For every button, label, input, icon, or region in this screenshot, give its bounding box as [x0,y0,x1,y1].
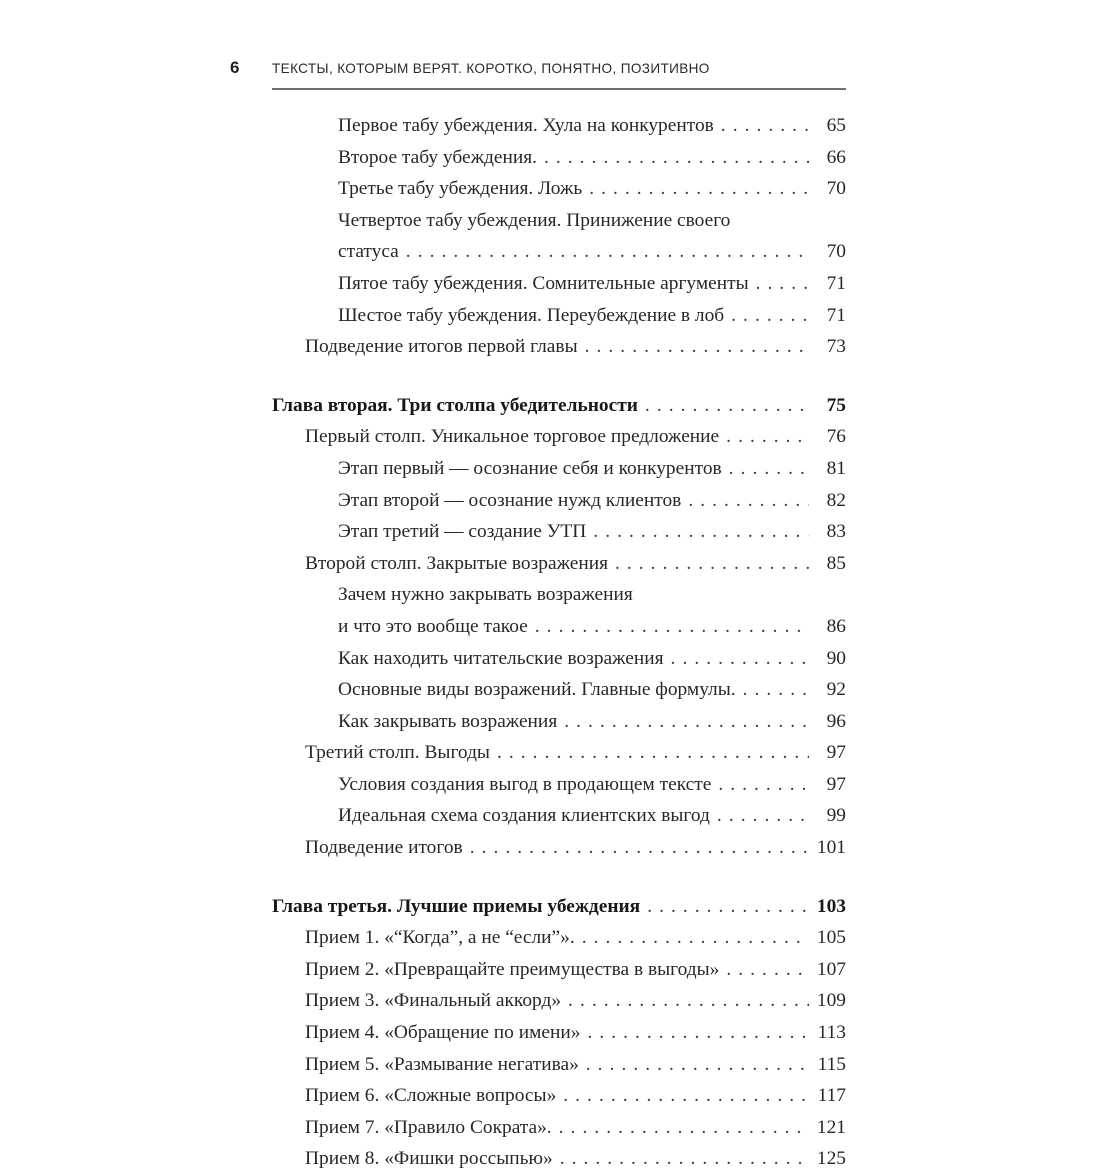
toc-entry-title: Первое табу убеждения. Хула на конкурентов [338,115,714,136]
toc-dot-leader [721,122,809,141]
toc-entry-title: Первый столп. Уникальное торговое предложение [305,426,720,448]
toc-entry-title: Прием 6. «Сложные вопросы» [305,1085,557,1107]
toc-entry-title: Прием 2. «Превращайте преимущества в выгоды» [305,958,720,980]
toc-entry-title: Прием 7. «Правило Сократа». [305,1116,552,1138]
toc-entry[interactable] [305,1143,846,1175]
toc-entry-page-number: 96 [826,710,846,732]
toc-dot-leader [563,1092,809,1111]
toc-entry[interactable] [305,832,846,864]
toc-entry-title: Как находить читательские возражения [338,647,664,669]
toc-dot-leader [589,185,809,204]
toc-entry-title: Третье табу убеждения. Ложь [338,178,583,200]
toc-entry-page-number: 101 [816,837,846,859]
toc-dot-leader [406,249,809,268]
toc-entry-page-number: 71 [826,304,846,326]
toc-entry[interactable] [305,737,846,769]
toc-dot-leader [568,998,809,1017]
toc-entry[interactable] [305,922,846,954]
toc-entry[interactable] [338,706,846,738]
toc-entry[interactable] [272,390,846,422]
toc-entry-title: Условия создания выгод в продающем тексте [338,773,712,795]
toc-entry[interactable] [305,548,846,580]
toc-entry[interactable] [305,1112,846,1144]
toc-entry[interactable] [305,1049,846,1081]
toc-dot-leader [671,655,809,674]
toc-dot-leader [585,343,809,362]
toc-dot-leader [726,434,809,453]
toc-entry-title: Этап третий — создание УТП [338,521,587,543]
toc-entry-page-number: 97 [826,773,846,795]
toc-entry[interactable] [305,954,846,986]
toc-entry[interactable] [305,985,846,1017]
toc-entry-title: Подведение итогов первой главы [305,336,578,358]
toc-entry-page-number: 103 [816,895,846,917]
toc-entry-title: Основные виды возражений. Главные формулы. [338,679,736,701]
toc-entry-page-number: 82 [826,489,846,511]
toc-entry-page-number: 115 [817,1053,846,1075]
toc-entry[interactable] [338,268,846,300]
section-spacer [272,363,846,390]
toc-entry-title: Шестое табу убеждения. Переубеждение в лоб [338,304,725,326]
toc-dot-leader [564,718,809,737]
toc-dot-leader [593,528,809,547]
toc-dot-leader [559,1124,809,1143]
toc-entry[interactable] [338,674,846,706]
toc-dot-leader [582,934,809,953]
running-head-title: ТЕКСТЫ, КОТОРЫМ ВЕРЯТ. КОРОТКО, ПОНЯТНО, ПОЗИТИВНО [272,61,710,76]
toc-entry-page-number: 97 [826,742,846,764]
toc-entry-page-number: 85 [826,552,846,574]
toc-entry-page-number: 90 [826,647,846,669]
toc-entry-page-number: 76 [826,426,846,448]
toc-dot-leader [586,1061,809,1080]
toc-entry[interactable] [338,611,846,643]
toc-entry-page-number: 107 [816,958,846,980]
toc-entry-page-number: 117 [817,1085,846,1107]
toc-entry-page-number: 66 [826,146,846,168]
table-of-contents [272,110,846,1175]
toc-entry-title: Как закрывать возражения [338,710,558,732]
toc-entry-title: статуса [338,241,399,263]
toc-entry-title: Второе табу убеждения. [338,146,537,168]
toc-entry[interactable] [338,173,846,205]
toc-entry-page-number: 70 [826,241,846,263]
toc-dot-leader [688,497,809,516]
toc-entry-title: Прием 4. «Обращение по имени» [305,1022,581,1044]
header-rule-divider [272,88,846,90]
toc-dot-leader [535,623,809,642]
toc-dot-leader [743,686,809,705]
toc-entry[interactable] [338,142,846,174]
toc-entry-title-line1: Четвертое табу убеждения. Принижение своего [338,209,731,231]
toc-entry[interactable] [305,421,846,453]
toc-entry-page-number: 113 [817,1022,846,1044]
running-head [230,58,846,78]
toc-entry-page-number: 75 [826,394,846,416]
toc-dot-leader [726,966,809,985]
toc-entry-page-number: 92 [826,679,846,701]
toc-entry[interactable] [338,236,846,268]
toc-entry-title: Второй столп. Закрытые возражения [305,552,608,574]
toc-dot-leader [497,749,809,768]
toc-entry-page-number: 86 [826,615,846,637]
toc-entry-title: Глава вторая. Три столпа убедительности [272,394,638,416]
toc-dot-leader [647,903,809,922]
toc-entry[interactable] [338,453,846,485]
toc-dot-leader [544,154,809,173]
toc-entry[interactable] [338,800,846,832]
toc-entry[interactable] [305,1017,846,1049]
toc-entry-page-number: 81 [826,457,846,479]
toc-entry[interactable] [338,300,846,332]
toc-entry-page-number: 105 [816,927,846,949]
toc-entry-title-line1: Зачем нужно закрывать возражения [338,584,633,606]
toc-entry-title: Прием 1. «“Когда”, а не “если”». [305,927,575,949]
toc-entry[interactable] [338,516,846,548]
toc-entry-page-number: 73 [826,336,846,358]
section-spacer [272,864,846,891]
toc-dot-leader [470,844,809,863]
toc-entry-title: Этап второй — осознание нужд клиентов [338,489,682,511]
toc-entry-title: Подведение итогов [305,837,463,859]
toc-entry-page-number: 70 [826,178,846,200]
toc-entry-title: и что это вообще такое [338,615,528,637]
toc-dot-leader [560,1156,809,1175]
toc-entry-page-number: 121 [816,1116,846,1138]
toc-entry-title: Прием 5. «Размывание негатива» [305,1053,579,1075]
toc-entry[interactable] [338,643,846,675]
toc-dot-leader [717,813,809,832]
toc-entry[interactable] [338,769,846,801]
toc-entry-page-number: 71 [826,272,846,294]
toc-dot-leader [615,560,809,579]
toc-entry[interactable] [305,1080,846,1112]
toc-entry-title: Глава третья. Лучшие приемы убеждения [272,895,641,917]
toc-dot-leader [645,402,809,421]
toc-entry-title: Прием 8. «Фишки россыпью» [305,1148,553,1170]
toc-entry-title: Третий столп. Выгоды [305,742,490,764]
toc-entry-page-number: 83 [826,521,846,543]
toc-entry-page-number: 65 [826,115,846,136]
toc-dot-leader [718,781,809,800]
toc-entry[interactable] [305,331,846,363]
toc-entry[interactable] [272,891,846,923]
toc-entry-title: Идеальная схема создания клиентских выгод [338,805,710,827]
toc-entry-page-number: 99 [826,805,846,827]
toc-dot-leader [731,312,809,331]
toc-entry-title: Этап первый — осознание себя и конкурентов [338,457,722,479]
toc-entry[interactable] [338,110,846,142]
toc-dot-leader [587,1029,809,1048]
toc-entry[interactable] [338,485,846,517]
toc-entry-title: Пятое табу убеждения. Сомнительные аргументы [338,272,749,294]
toc-dot-leader [729,465,809,484]
toc-entry-page-number: 109 [816,990,846,1012]
toc-entry-title: Прием 3. «Финальный аккорд» [305,990,562,1012]
toc-dot-leader [756,280,809,299]
page-folio-number: 6 [230,58,240,77]
toc-entry-page-number: 125 [816,1148,846,1170]
